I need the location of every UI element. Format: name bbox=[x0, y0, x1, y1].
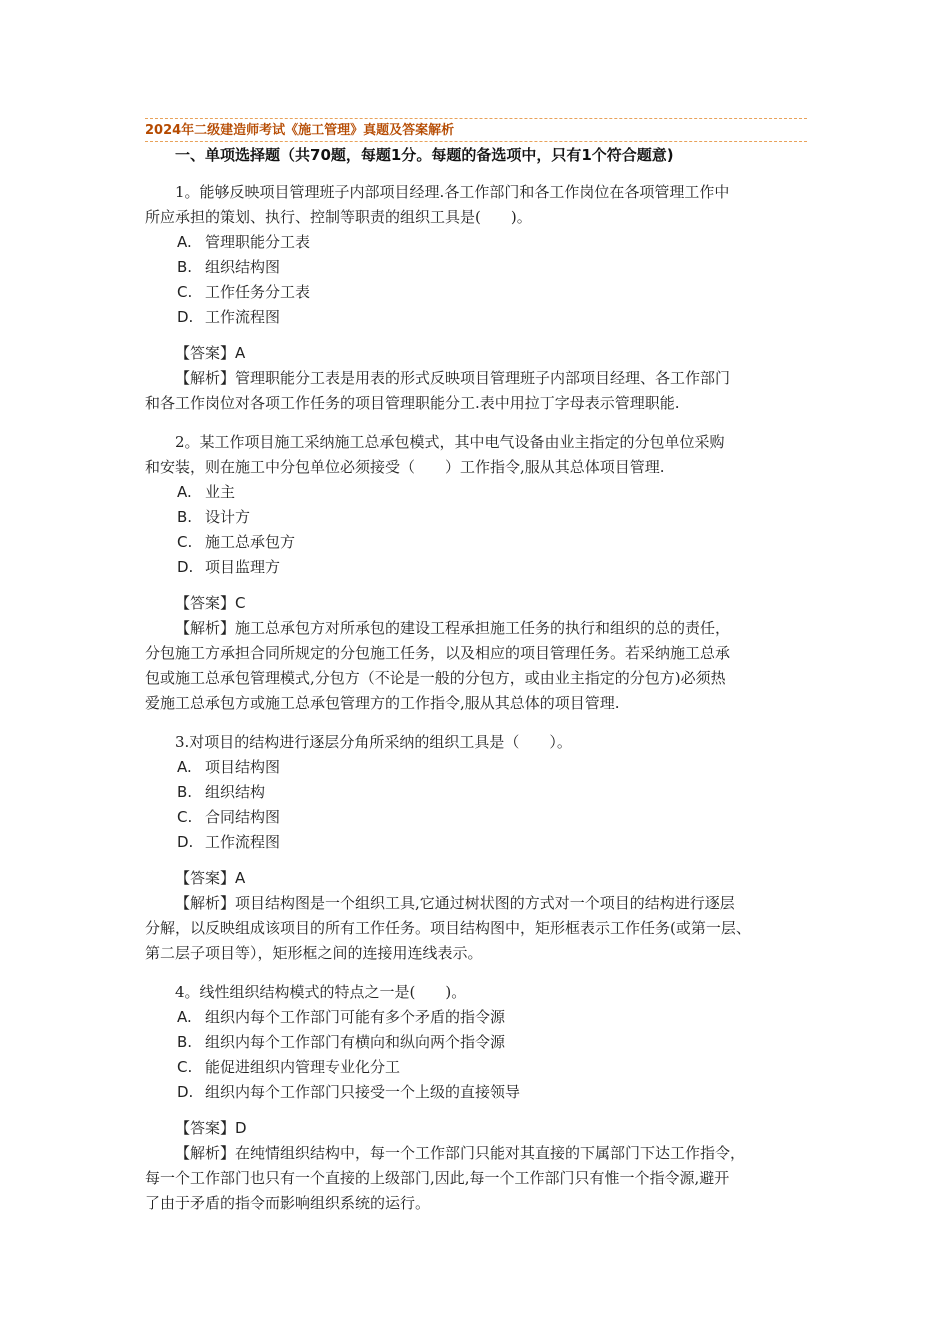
question-stem-line: 4。线性组织结构模式的特点之一是( )。 bbox=[175, 983, 467, 1001]
option-label: C. bbox=[177, 808, 193, 826]
option-label: C. bbox=[177, 533, 193, 551]
header-bottom-divider bbox=[145, 141, 807, 142]
option-label: D. bbox=[177, 833, 194, 851]
option-label: B. bbox=[177, 783, 193, 801]
option-label: A. bbox=[177, 1008, 192, 1026]
question-3 bbox=[145, 730, 807, 966]
option-text: 组织结构 bbox=[205, 783, 266, 801]
option-text: 工作流程图 bbox=[205, 308, 281, 326]
answer-value: D bbox=[235, 1119, 247, 1137]
analysis-line: 每一个工作部门也只有一个直接的上级部门,因此,每一个工作部门只有惟一个指令源,避开 bbox=[145, 1169, 730, 1187]
answer-value: C bbox=[235, 594, 246, 612]
answer-line bbox=[145, 866, 807, 891]
option-text: 组织内每个工作部门可能有多个矛盾的指令源 bbox=[205, 1008, 506, 1026]
document-page bbox=[145, 118, 807, 1216]
option-text: 工作流程图 bbox=[205, 833, 281, 851]
analysis-line: 分包施工方承担合同所规定的分包施工任务，以及相应的项目管理任务。若采纳施工总承 bbox=[145, 644, 731, 662]
answer-label: 【答案】 bbox=[175, 594, 236, 612]
option-label: D. bbox=[177, 558, 194, 576]
question-stem-line: 1。能够反映项目管理班子内部项目经理.各工作部门和各工作岗位在各项管理工作中 bbox=[175, 183, 730, 201]
analysis-line: 爱施工总承包方或施工总承包管理方的工作指令,服从其总体的项目管理. bbox=[145, 694, 620, 712]
option-item bbox=[145, 305, 807, 330]
option-label: D. bbox=[177, 308, 194, 326]
analysis-line: 【解析】在纯情组织结构中，每一个工作部门只能对其直接的下属部门下达工作指令， bbox=[175, 1144, 746, 1162]
option-text: 能促进组织内管理专业化分工 bbox=[205, 1058, 401, 1076]
answer-line bbox=[145, 1116, 807, 1141]
analysis-line: 【解析】管理职能分工表是用表的形式反映项目管理班子内部项目经理、各工作部门 bbox=[175, 369, 731, 387]
answer-line bbox=[145, 341, 807, 366]
option-text: 施工总承包方 bbox=[205, 533, 296, 551]
question-list bbox=[145, 180, 807, 1216]
document-title: 2024年二级建造师考试《施工管理》真题及答案解析 bbox=[145, 123, 455, 138]
option-text: 组织内每个工作部门有横向和纵向两个指令源 bbox=[205, 1033, 506, 1051]
option-text: 管理职能分工表 bbox=[205, 233, 311, 251]
answer-label: 【答案】 bbox=[175, 344, 236, 362]
option-item bbox=[145, 505, 807, 530]
analysis-line: 包或施工总承包管理模式,分包方（不论是一般的分包方，或由业主指定的分包方)必须热 bbox=[145, 669, 726, 687]
answer-value: A bbox=[235, 344, 246, 362]
analysis-line: 分解，以反映组成该项目的所有工作任务。项目结构图中，矩形框表示工作任务(或第一层、 bbox=[145, 919, 751, 937]
question-stem-line: 2。某工作项目施工采纳施工总承包模式，其中电气设备由业主指定的分包单位采购 bbox=[175, 433, 725, 451]
option-item bbox=[145, 1005, 807, 1030]
option-item bbox=[145, 1055, 807, 1080]
option-text: 设计方 bbox=[205, 508, 251, 526]
analysis-line: 了由于矛盾的指令而影响组织系统的运行。 bbox=[145, 1194, 431, 1212]
analysis-line: 【解析】施工总承包方对所承包的建设工程承担施工任务的执行和组织的总的责任， bbox=[175, 619, 731, 637]
option-item bbox=[145, 555, 807, 580]
option-text: 合同结构图 bbox=[205, 808, 281, 826]
analysis-line: 第二层子项目等），矩形框之间的连接用连线表示。 bbox=[145, 944, 483, 962]
option-text: 项目结构图 bbox=[205, 758, 281, 776]
option-label: C. bbox=[177, 1058, 193, 1076]
option-item bbox=[145, 805, 807, 830]
option-label: D. bbox=[177, 1083, 194, 1101]
section-title: 一、单项选择题（共70题，每题1分。每题的备选项中，只有1个符合题意) bbox=[175, 146, 674, 164]
analysis-line: 和各工作岗位对各项工作任务的项目管理职能分工.表中用拉丁字母表示管理职能. bbox=[145, 394, 680, 412]
option-item bbox=[145, 230, 807, 255]
answer-label: 【答案】 bbox=[175, 1119, 236, 1137]
option-item bbox=[145, 280, 807, 305]
option-item bbox=[145, 755, 807, 780]
question-4 bbox=[145, 980, 807, 1216]
question-stem-line: 和安装，则在施工中分包单位必须接受（ ）工作指令,服从其总体项目管理. bbox=[145, 458, 665, 476]
option-item bbox=[145, 530, 807, 555]
answer-block bbox=[145, 1116, 807, 1216]
question-stem-line: 3.对项目的结构进行逐层分角所采纳的组织工具是（ ）。 bbox=[175, 733, 572, 751]
option-label: B. bbox=[177, 1033, 193, 1051]
answer-value: A bbox=[235, 869, 246, 887]
question-1 bbox=[145, 180, 807, 416]
question-stem-line: 所应承担的策划、执行、控制等职责的组织工具是( )。 bbox=[145, 208, 532, 226]
question-2 bbox=[145, 430, 807, 716]
analysis-line: 【解析】项目结构图是一个组织工具,它通过树状图的方式对一个项目的结构进行逐层 bbox=[175, 894, 735, 912]
answer-block bbox=[145, 341, 807, 416]
option-text: 业主 bbox=[205, 483, 236, 501]
option-item bbox=[145, 480, 807, 505]
answer-block bbox=[145, 591, 807, 716]
option-item bbox=[145, 255, 807, 280]
option-text: 组织结构图 bbox=[205, 258, 281, 276]
option-item bbox=[145, 830, 807, 855]
option-label: A. bbox=[177, 483, 192, 501]
option-item bbox=[145, 1080, 807, 1105]
option-text: 组织内每个工作部门只接受一个上级的直接领导 bbox=[205, 1083, 521, 1101]
option-item bbox=[145, 780, 807, 805]
option-label: A. bbox=[177, 233, 192, 251]
answer-label: 【答案】 bbox=[175, 869, 236, 887]
option-label: C. bbox=[177, 283, 193, 301]
option-text: 工作任务分工表 bbox=[205, 283, 311, 301]
answer-line bbox=[145, 591, 807, 616]
option-text: 项目监理方 bbox=[205, 558, 281, 576]
answer-block bbox=[145, 866, 807, 966]
option-label: A. bbox=[177, 758, 192, 776]
option-label: B. bbox=[177, 508, 193, 526]
option-label: B. bbox=[177, 258, 193, 276]
option-item bbox=[145, 1030, 807, 1055]
